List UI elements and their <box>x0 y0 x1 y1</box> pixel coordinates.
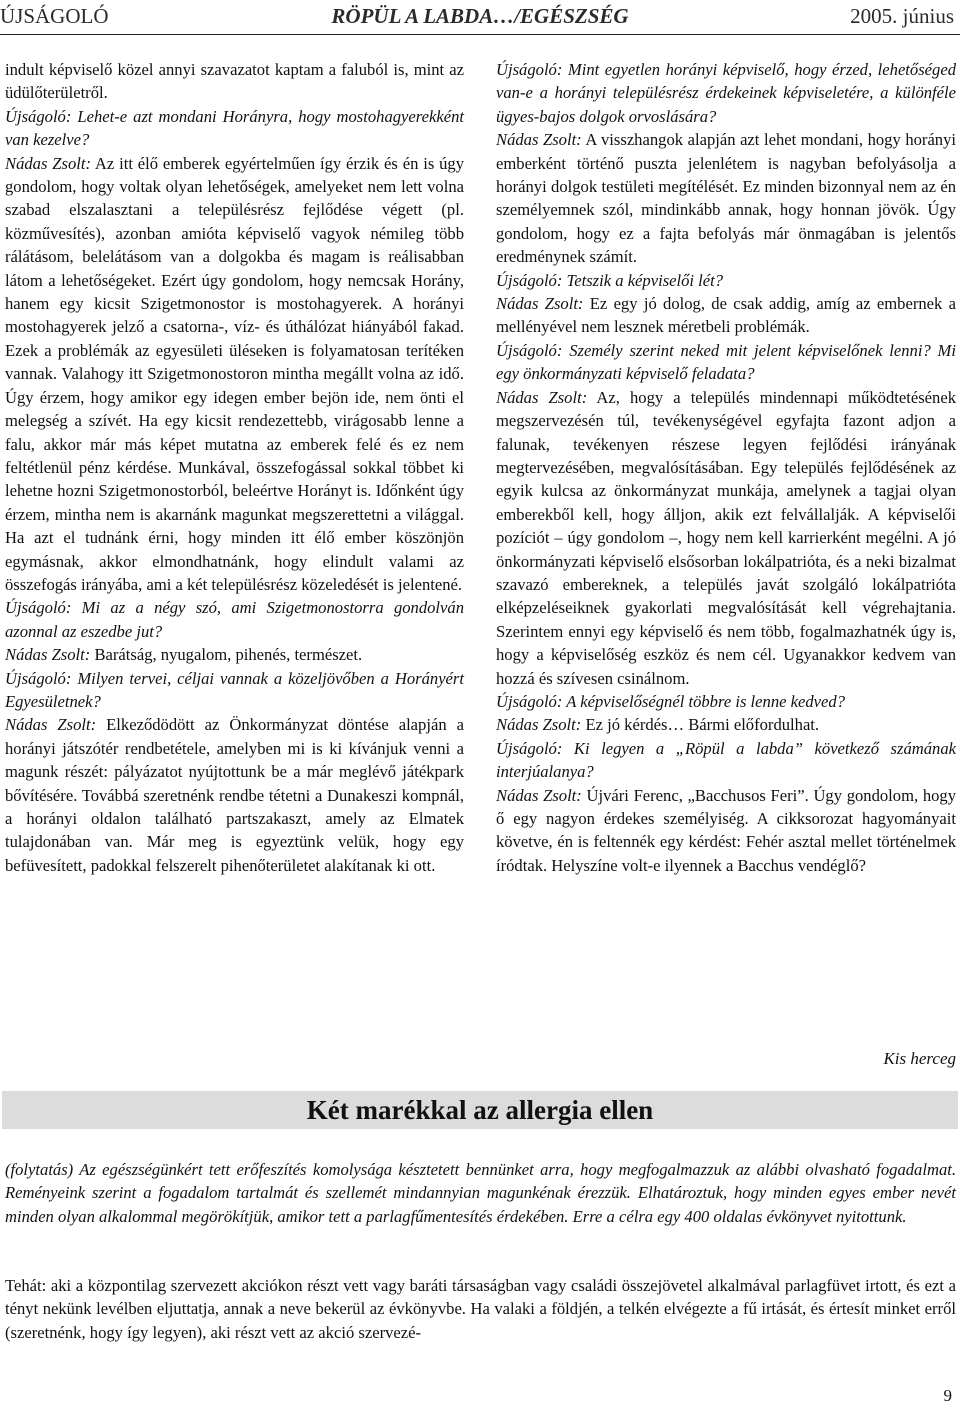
speaker-name: Nádas Zsolt: <box>496 130 582 150</box>
interview-answer <box>5 152 464 597</box>
speaker-name: Nádas Zsolt: <box>496 785 582 805</box>
interview-answer <box>496 386 956 690</box>
interview-question <box>496 58 956 128</box>
page-number: 9 <box>943 1386 952 1405</box>
header-date: 2005. június <box>850 4 954 28</box>
speaker-name: Nádas Zsolt: <box>5 715 97 735</box>
paragraph-text: Újságoló: Ki legyen a „Röpül a labda” következő számának interjúalanya? <box>496 738 956 782</box>
article-title: Két marékkal az allergia ellen <box>306 1095 654 1125</box>
speaker-name: Nádas Zsolt: <box>496 294 584 314</box>
speaker-name: Nádas Zsolt: <box>5 645 91 665</box>
interview-answer <box>5 643 464 666</box>
speaker-name: Nádas Zsolt: <box>496 715 582 735</box>
paragraph-text: Ez egy jó dolog, de csak addig, amíg az embernek a mellényével nem lesznek méretbeli problémák. <box>496 294 956 337</box>
page-header <box>0 0 960 35</box>
interview-question <box>5 105 464 152</box>
author-signature: Kis herceg <box>883 1049 956 1068</box>
interview-answer <box>496 292 956 339</box>
interview-answer <box>496 128 956 268</box>
interview-question <box>5 667 464 714</box>
paragraph-text: Újságoló: Mint egyetlen horányi képviselő, hogy érzed, lehetőséged van-e a horányi településrész érdekeinek képviseletére, a különféle ügyes-bajos dolgok orvoslására? <box>496 60 956 126</box>
interview-answer <box>5 713 464 877</box>
paragraph-text: Újságoló: A képviselőségnél többre is lenne kedved? <box>496 691 845 711</box>
paragraph-text: Újságoló: Mi az a négy szó, ami Szigetmonostorra gondolván azonnal az eszedbe jut? <box>5 598 464 641</box>
paragraph-text: indult képviselő közel annyi szavazatot kaptam a faluból is, mint az üdülőterületről. <box>5 60 464 103</box>
speaker-name: Nádas Zsolt: <box>5 153 91 173</box>
interview-question <box>496 339 956 386</box>
paragraph-text: Barátság, nyugalom, pihenés, természet. <box>90 645 363 665</box>
paragraph-text: Az, hogy a település mindennapi működtetésének megszervezésén túl, tevékenységével egyfajta fazont adjon a falunak, tevékenyen részese legyen fejlődési irányának megtervezésében, megvalósításában. Egy település fejlődésének az egyik kulcsa az önkormányzat munkája, amelynek a tagjai olyan emberekből kell, hogy álljon, akik ezt felvállalják. A képviselői pozíciót – úgy gondolom –, hogy nem kell karrierként megélni. A jó önkormányzati képviselő elsősorban lokálpatrióta, és a neki bizalmat szavazó embereknek, a település javát szolgáló lokálpatrióta elképzeléseiknek gyakorlati megvalósítását kell végrehajtania. Szerintem ennyi egy képviselő és nem több, fogalmazhatnék úgy is, hogy a képviselőség eszköz és nem cél. Ugyanakkor kedvem van hozzá és szívesen csinálnom. <box>496 387 957 688</box>
interview-answer <box>496 713 956 736</box>
interview-question <box>496 690 956 713</box>
header-section: RÖPÜL A LABDA…/EGÉSZSÉG <box>331 4 629 28</box>
paragraph-text: Újságoló: Személy szerint neked mit jelent képviselőnek lenni? Mi egy önkormányzati képviselő feladata? <box>496 340 956 384</box>
speaker-name: Nádas Zsolt: <box>496 387 588 407</box>
paragraph-text: Újságoló: Lehet-e azt mondani Horányra, hogy mostohagyerekként van kezelve? <box>5 106 464 150</box>
header-publication: ÚJSÁGOLÓ <box>0 4 109 28</box>
right-column <box>496 58 956 877</box>
paragraph-text: Újságoló: Milyen tervei, céljai vannak a közeljövőben a Horányért Egyesületnek? <box>5 668 464 711</box>
paragraph-text: A visszhangok alapján azt lehet mondani, hogy horányi emberként történő puszta jelenlétem is nagyban befolyásolja a horányi dolgok testületi megítélését. Ez minden bizonnyal nem az én személyemnek szól, mindinkább annak, hogy honnan jövök. Úgy gondolom, hogy ez a fajta befolyás már önmagában is jelentős eredménynek számít. <box>496 130 957 267</box>
paragraph-text: Az itt élő emberek egyértelműen így érzik és én is úgy gondolom, hogy voltak olyan lehetőségek, amelyeket nem lett volna szabad elszalasztani a településrész fejlődése végett (pl. közművesítés), azonban amióta képviselő vagyok némileg több rálátásom, belelátásom van a dolgokba és magam is reálisabban látom a lehetőségeket. Ezért úgy gondolom, hogy nemcsak Horány, hanem egy kicsit Szigetmonostor is mostohagyerek. A horányi mostohagyerek jelző a csatorna-, víz- és úthálózat hiányából fakad. Ezek a problémák az egyesületi üléseken is folyamatosan terítéken vannak. Valahogy itt Szigetmonostoron mintha megállt volna az idő. Úgy érzem, hogy amikor egy idegen ember bejön ide, nem önti el melegség a szívét. Ha egy kicsit rendezettebb, virágosabb lenne a falu, akkor már más képet mutatna az emberek felé és ez nem feltétlenül pénz kérdése. Munkával, összefogással sokkal többet ki lehetne hozni Szigetmonostorból, beleértve Horányt is. Időnként úgy érzem, mintha nem is akarnánk magunkat megszerettetni a világgal. Ha azt el tudnánk érni, hogy minden itt élő ember köszönjön egymásnak, akkor elmondhatnánk, hogy elindult valami az összefogás irányába, ami a két településrész közeledését is jelentené. <box>5 153 465 594</box>
interview-answer <box>496 784 956 878</box>
interview-answer <box>5 58 464 105</box>
article-intro: (folytatás) Az egészségünkért tett erőfeszítés komolysága késztetett bennünket arra, hogy megfogalmazzuk az alábbi olvasható fogadalmat. Reményeink szerint a fogadalom tartalmát és szellemét mindannyian magunkénak érezzük. Elhatároztuk, hogy minden egyes ember nevét minden olyan alkalommal megörökítjük, amikor tett a parlagfűmentesítés érdekében. Erre a célra egy 400 oldalas évkönyvet nyitottunk. <box>5 1160 956 1226</box>
paragraph-text: Újvári Ferenc, „Bacchusos Feri”. Úgy gondolom, hogy ő egy nagyon érdekes személyiség. A cikksorozat hagyományait követve, én is feltennék egy kérdést: Fehér asztal mellet történelmek íródtak. Helyszíne volt-e ilyennek a Bacchus vendéglő? <box>496 785 957 875</box>
paragraph-text: Elkeződödött az Önkormányzat döntése alapján a horányi játszótér rendbetétele, amelyben mi is ki kívánjuk venni a magunk részét: pályázatot nyújtottunk be a már meglévő játékpark bővítésére. Továbbá szeretnénk rendbe tétetni a Dunakeszi kompnál, a horányi oldalon található partszakaszt, amely az Elmatek tulajdonában van. Már meg is egyeztünk velük, hogy egy befüvesített, padokkal felszerelt pihenőterületet alakítanak ki ott. <box>5 715 464 875</box>
left-column <box>5 58 464 877</box>
article-body: Tehát: aki a központilag szervezett akciókon részt vett vagy baráti társaságban vagy családi összejövetel alkalmával parlagfüvet irtott, és ezt a tényt nekünk levélben eljuttatja, annak a neve bekerül az évkönyvbe. Ha valaki a földjén, a telkén elvégezte a fű irtását, és értesít minket erről (szeretnénk, hogy így legyen), aki részt vett az akció szervezé- <box>5 1276 956 1342</box>
paragraph-text: Ez jó kérdés… Bármi előfordulhat. <box>581 715 820 735</box>
interview-question <box>496 737 956 784</box>
paragraph-text: Újságoló: Tetszik a képviselői lét? <box>496 270 724 290</box>
interview-question <box>496 269 956 292</box>
interview-question <box>5 596 464 643</box>
